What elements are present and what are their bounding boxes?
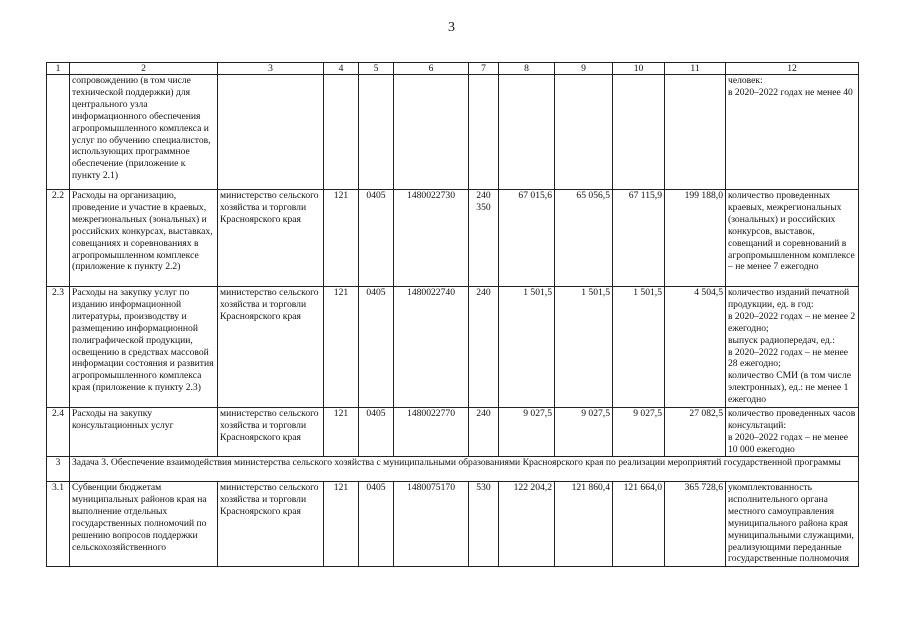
result-indicator-cell: количество изданий печатной продукции, ед. в год: в 2020–2022 годах – не менее 2 ежегодно; выпуск радиопередач, ед.: в 2020–2022 годах – не менее 28 ежегодно; количество СМИ (в том числе электронных), ед.: не менее 1 ежегодно (726, 287, 859, 408)
code-cell: 0405 (359, 190, 394, 287)
amount-cell: 67 115,9 (613, 190, 665, 287)
amount-cell: 65 056,5 (555, 190, 613, 287)
code-cell (394, 75, 469, 190)
total-amount-cell: 27 082,5 (665, 408, 726, 457)
amount-cell: 1 501,5 (613, 287, 665, 408)
row-number-cell (47, 75, 70, 190)
table-row (47, 75, 859, 190)
code-cell: 0405 (359, 408, 394, 457)
executor-cell: министерство сельского хозяйства и торговли Красноярского края (218, 190, 324, 287)
code-cell: 1480075170 (394, 482, 469, 567)
executor-cell: министерство сельского хозяйства и торговли Красноярского края (218, 287, 324, 408)
amount-cell: 1 501,5 (555, 287, 613, 408)
row-number-cell: 2.4 (47, 408, 70, 457)
total-amount-cell (665, 75, 726, 190)
code-cell: 1480022740 (394, 287, 469, 408)
amount-cell: 67 015,6 (499, 190, 555, 287)
code-cell: 121 (324, 287, 359, 408)
header-cell: 9 (555, 63, 613, 75)
total-amount-cell: 4 504,5 (665, 287, 726, 408)
total-amount-cell: 199 188,0 (665, 190, 726, 287)
header-cell: 1 (47, 63, 70, 75)
code-cell: 1480022770 (394, 408, 469, 457)
amount-cell: 121 860,4 (555, 482, 613, 567)
task-heading-cell: Задача 3. Обеспечение взаимодействия министерства сельского хозяйства с муниципальными образованиями Красноярского края по реализации мероприятий государственной программы (70, 457, 859, 482)
header-cell: 3 (218, 63, 324, 75)
code-cell (359, 75, 394, 190)
amount-cell (555, 75, 613, 190)
task-row (47, 457, 859, 482)
activity-name-cell: Расходы на закупку услуг по изданию информационной литературы, производству и размещению информационной полиграфической продукции, освещению в средствах массовой информации состояния и развития агропромышленного комплекса края (приложение к пункту 2.3) (70, 287, 218, 408)
row-number-cell: 2.3 (47, 287, 70, 408)
header-cell: 12 (726, 63, 859, 75)
header-cell: 8 (499, 63, 555, 75)
code-cell: 530 (469, 482, 499, 567)
code-cell: 1480022730 (394, 190, 469, 287)
table-row (47, 287, 859, 408)
code-cell: 121 (324, 482, 359, 567)
table-row (47, 482, 859, 567)
row-number-cell: 3 (47, 457, 70, 482)
amount-cell: 1 501,5 (499, 287, 555, 408)
program-activities-table (46, 62, 859, 567)
result-indicator-cell: количество проведенных часов консультаций: в 2020–2022 годах – не менее 10 000 ежегодно (726, 408, 859, 457)
code-cell: 121 (324, 190, 359, 287)
executor-cell: министерство сельского хозяйства и торговли Красноярского края (218, 482, 324, 567)
result-indicator-cell: укомплектованность исполнительного органа местного самоуправления муниципального района края муниципальными служащими, реализующими переданные государственные полномочия (726, 482, 859, 567)
code-cell: 240 (469, 408, 499, 457)
executor-cell: министерство сельского хозяйства и торговли Красноярского края (218, 408, 324, 457)
header-cell: 5 (359, 63, 394, 75)
amount-cell: 9 027,5 (613, 408, 665, 457)
code-cell: 0405 (359, 482, 394, 567)
amount-cell (499, 75, 555, 190)
code-cell: 121 (324, 408, 359, 457)
row-number-cell: 3.1 (47, 482, 70, 567)
amount-cell: 121 664,0 (613, 482, 665, 567)
executor-cell (218, 75, 324, 190)
header-cell: 4 (324, 63, 359, 75)
column-number-header-row (47, 63, 859, 75)
result-indicator-cell: количество проведенных краевых, межрегиональных (зональных) и российских конкурсов, выставок, совещаний и соревнований в агропромышленном комплексе – не менее 7 ежегодно (726, 190, 859, 287)
code-cell: 240 350 (469, 190, 499, 287)
amount-cell (613, 75, 665, 190)
page-number: 3 (448, 20, 455, 35)
amount-cell: 9 027,5 (555, 408, 613, 457)
total-amount-cell: 365 728,6 (665, 482, 726, 567)
result-indicator-cell: человек: в 2020–2022 годах не менее 40 (726, 75, 859, 190)
header-cell: 11 (665, 63, 726, 75)
activity-name-cell: сопровождению (в том числе технической поддержки) для центрального узла информационного обеспечения агропромышленного комплекса и услуг по обучению специалистов, использующих программное обеспечение (приложение к пункту 2.1) (70, 75, 218, 190)
header-cell: 7 (469, 63, 499, 75)
header-cell: 2 (70, 63, 218, 75)
header-cell: 6 (394, 63, 469, 75)
activity-name-cell: Расходы на закупку консультационных услуг (70, 408, 218, 457)
code-cell: 240 (469, 287, 499, 408)
table-row (47, 190, 859, 287)
code-cell (324, 75, 359, 190)
row-number-cell: 2.2 (47, 190, 70, 287)
code-cell (469, 75, 499, 190)
header-cell: 10 (613, 63, 665, 75)
amount-cell: 122 204,2 (499, 482, 555, 567)
activity-name-cell: Субвенции бюджетам муниципальных районов края на выполнение отдельных государственных полномочий по решению вопросов поддержки сельскохозяйственного (70, 482, 218, 567)
code-cell: 0405 (359, 287, 394, 408)
amount-cell: 9 027,5 (499, 408, 555, 457)
table-row (47, 408, 859, 457)
activity-name-cell: Расходы на организацию, проведение и участие в краевых, межрегиональных (зональных) и российских конкурсах, выставках, совещаниях и соревнованиях в агропромышленном комплексе (приложение к пункту 2.2) (70, 190, 218, 287)
